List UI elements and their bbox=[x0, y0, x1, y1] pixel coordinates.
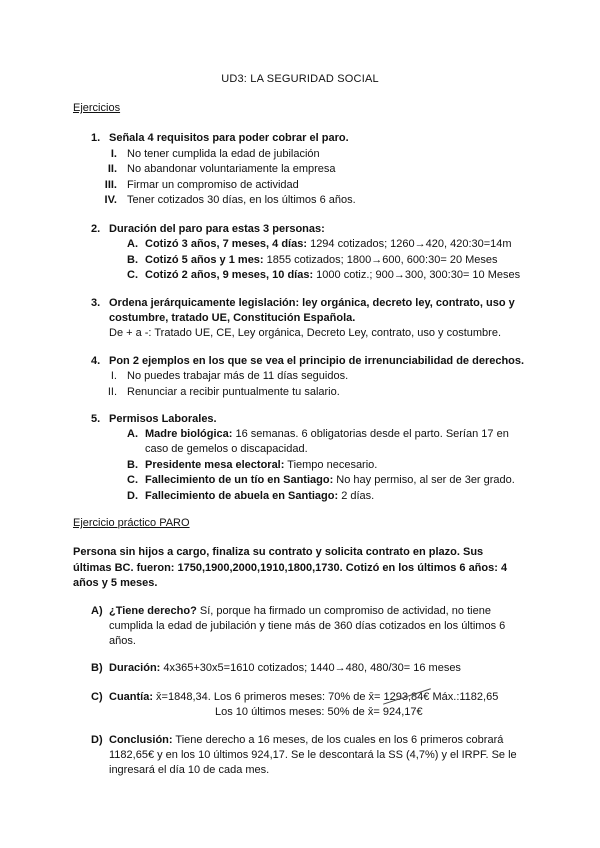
page-title: UD3: LA SEGURIDAD SOCIAL bbox=[221, 73, 379, 85]
q4-item-1: I. No puedes trabajar más de 11 días seguidos. bbox=[110, 370, 349, 382]
q1-item-1: I. No tener cumplida la edad de jubilación bbox=[110, 148, 320, 160]
question-3-cont: costumbre, tratado UE, Constitución Española. bbox=[109, 312, 356, 324]
answer-c: C) Cuantía: x̄=1848,34. Los 6 primeros meses: 70% de x̄= 1293,84€ Máx.:1182,65 bbox=[91, 691, 499, 703]
q5-item-a: A. Madre biológica: 16 semanas. 6 obligatorias desde el parto. Serían 17 en bbox=[127, 428, 509, 440]
case-statement-line2: últimas BC. fueron: 1750,1900,2000,1910,1800,1730. Cotizó en los últimos 6 años: 4 bbox=[73, 562, 508, 574]
question-2: 2. Duración del paro para estas 3 personas: bbox=[91, 223, 325, 235]
answer-a: A) ¿Tiene derecho? Sí, porque ha firmado un compromiso de actividad, no tiene bbox=[91, 605, 491, 617]
q5-item-a-cont: caso de gemelos o discapacidad. bbox=[145, 443, 308, 455]
section-heading-exercises: Ejercicios bbox=[73, 102, 121, 114]
answer-c-line2: Los 10 últimos meses: 50% de x̄= 924,17€ bbox=[215, 706, 423, 718]
answer-a-line2: cumplida la edad de jubilación y tiene más de 360 días cotizados en los últimos 6 bbox=[109, 620, 506, 632]
q2-item-c: C. Cotizó 2 años, 9 meses, 10 días: 1000 cotiz.; 900→300, 300:30= 10 Meses bbox=[127, 269, 521, 281]
struck-amount: 1293,84€ bbox=[383, 691, 430, 703]
answer-d-line2: 1182,65€ y en los 10 últimos 924,17. Se le descontará la SS (4,7%) y el IRPF. Se le bbox=[109, 749, 517, 761]
answer-d-line3: ingresará el día 10 de cada mes. bbox=[109, 764, 270, 776]
q5-item-d: D. Fallecimiento de abuela en Santiago: 2 días. bbox=[127, 490, 375, 502]
question-3: 3. Ordena jerárquicamente legislación: ley orgánica, decreto ley, contrato, uso y bbox=[91, 297, 515, 309]
q1-item-2: II. No abandonar voluntariamente la empresa bbox=[107, 163, 336, 175]
section-heading-practice: Ejercicio práctico PARO bbox=[73, 517, 190, 529]
q1-item-3: III. Firmar un compromiso de actividad bbox=[104, 179, 299, 191]
q2-item-b: B. Cotizó 5 años y 1 mes: 1855 cotizados; 1800→600, 600:30= 20 Meses bbox=[127, 254, 498, 266]
question-1: 1. Señala 4 requisitos para poder cobrar el paro. bbox=[91, 132, 349, 144]
answer-d: D) Conclusión: Tiene derecho a 16 meses, de los cuales en los 6 primeros cobrará bbox=[91, 734, 504, 746]
q4-item-2: II. Renunciar a recibir puntualmente tu salario. bbox=[107, 386, 340, 398]
q5-item-b: B. Presidente mesa electoral: Tiempo necesario. bbox=[127, 459, 378, 471]
question-4: 4. Pon 2 ejemplos en los que se vea el principio de irrenunciabilidad de derechos. bbox=[91, 355, 525, 367]
answer-a-line3: años. bbox=[109, 635, 136, 647]
case-statement-line3: años y 5 meses. bbox=[73, 577, 158, 589]
q5-item-c: C. Fallecimiento de un tío en Santiago: No hay permiso, al ser de 3er grado. bbox=[127, 474, 515, 486]
question-5: 5. Permisos Laborales. bbox=[91, 413, 217, 425]
case-statement-line1: Persona sin hijos a cargo, finaliza su contrato y solicita contrato en plazo. Sus bbox=[73, 546, 484, 558]
answer-b: B) Duración: 4x365+30x5=1610 cotizados; 1440→480, 480/30= 16 meses bbox=[91, 662, 461, 674]
q3-answer: De + a -: Tratado UE, CE, Ley orgánica, Decreto Ley, contrato, uso y costumbre. bbox=[109, 327, 502, 339]
q2-item-a: A. Cotizó 3 años, 7 meses, 4 días: 1294 cotizados; 1260→420, 420:30=14m bbox=[127, 238, 512, 250]
q1-item-4: IV. Tener cotizados 30 días, en los últimos 6 años. bbox=[104, 194, 356, 206]
